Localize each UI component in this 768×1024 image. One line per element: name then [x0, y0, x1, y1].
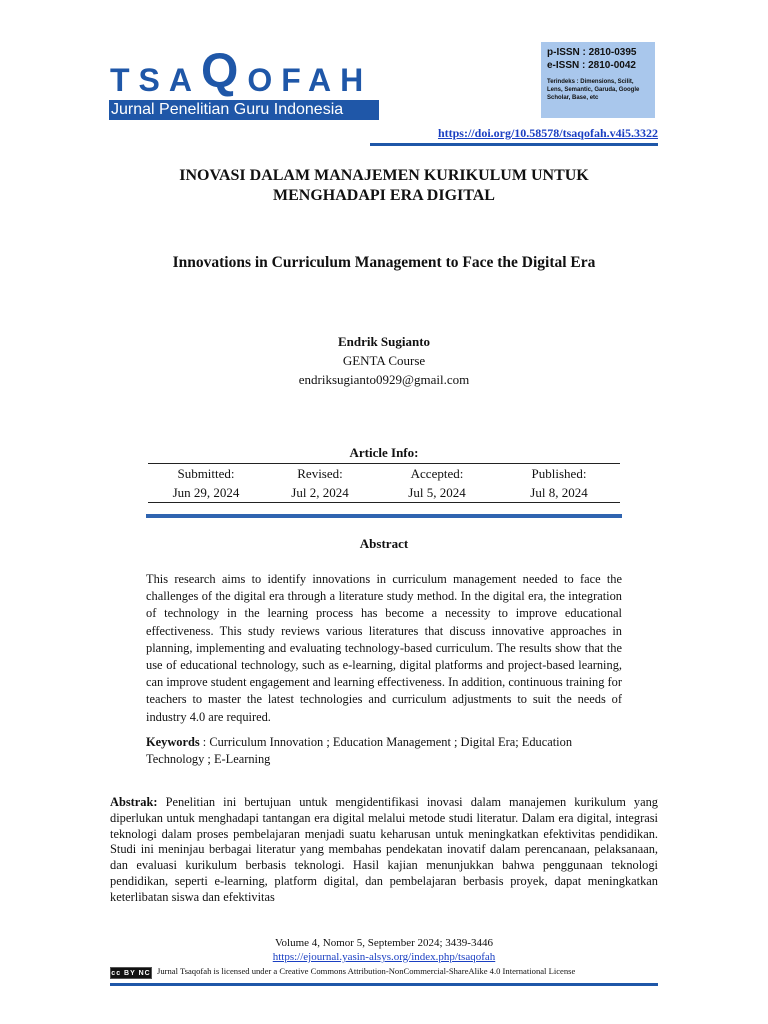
- author-email: endriksugianto0929@gmail.com: [298, 372, 470, 387]
- info-date: Jul 2, 2024: [291, 485, 349, 500]
- author-name: Endrik Sugianto: [337, 334, 431, 349]
- journal-url-link[interactable]: https://ejournal.yasin-alsys.org/index.php/tsaqofah: [272, 951, 496, 963]
- abstrak-label: Abstrak:: [110, 795, 158, 809]
- issn-box: [541, 42, 655, 118]
- title-indonesian: [110, 166, 658, 206]
- info-label: Revised:: [297, 466, 343, 481]
- info-date: Jul 8, 2024: [530, 485, 588, 500]
- keywords-list: : Curriculum Innovation ; Education Management ; Digital Era; Education Technology ; E-Learning: [146, 735, 573, 766]
- abstract-divider: [146, 514, 622, 518]
- cc-license-icon: cc BY NC: [110, 967, 152, 979]
- abstrak-text: Penelitian ini bertujuan untuk mengidentifikasi inovasi dalam manajemen kurikulum yang diperlukan untuk menghadapi tantangan era digital melalui metode studi literatur. Dalam era digital, integrasi teknologi dalam proses pembelajaran menjadi suatu keharusan untuk meningkatkan efektivitas pendidikan. Studi ini meninjau berbagai literatur yang membahas pendekatan inovatif dalam perencanaan, pelaksanaan, dan evaluasi kurikulum berbasis teknologi. Hasil kajian menunjukkan bahwa penggunaan teknologi pendidikan, seperti e-learning, platform digital, dan pembelajaran berbasis proyek, dapat meningkatkan keterlibatan siswa dan efektivitas: [110, 795, 658, 904]
- journal-subtitle: Jurnal Penelitian Guru Indonesia: [109, 100, 379, 120]
- info-label: Accepted:: [410, 466, 464, 481]
- keywords: [146, 734, 622, 768]
- article-info-heading: Article Info:: [349, 445, 419, 460]
- logo-text-prefix: TSA: [110, 62, 201, 98]
- info-table-bottom-rule: [148, 502, 620, 503]
- abstract-indonesian: [110, 795, 658, 906]
- footer-volume: Volume 4, Nomor 5, September 2024; 3439-3446: [275, 937, 493, 949]
- doi-link[interactable]: https://doi.org/10.58578/tsaqofah.v4i5.3322: [437, 126, 658, 140]
- info-accepted: [376, 464, 498, 502]
- info-revised: [264, 464, 376, 502]
- p-issn: p-ISSN : 2810-0395: [547, 47, 637, 58]
- header-divider: [370, 143, 658, 146]
- keywords-label: Keywords: [146, 735, 200, 749]
- abstract-heading: Abstract: [359, 536, 409, 551]
- info-label: Submitted:: [177, 466, 235, 481]
- logo-text-q: Q: [201, 45, 248, 98]
- e-issn: e-ISSN : 2810-0042: [547, 60, 636, 71]
- info-date: Jul 5, 2024: [408, 485, 466, 500]
- license-text: Jurnal Tsaqofah is licensed under a Creative Commons Attribution-NonCommercial-ShareAlike 4.0 International License: [157, 966, 576, 976]
- title-english: Innovations in Curriculum Management to Face the Digital Era: [172, 254, 596, 271]
- info-date: Jun 29, 2024: [172, 485, 240, 500]
- author-block: [110, 332, 658, 389]
- info-published: [498, 464, 620, 502]
- title-id-line-1: INOVASI DALAM MANAJEMEN KURIKULUM UNTUK: [179, 167, 589, 184]
- logo-text-suffix: OFAH: [247, 62, 373, 98]
- article-info-table: [148, 464, 620, 502]
- title-id-line-2: MENGHADAPI ERA DIGITAL: [273, 187, 495, 204]
- author-affiliation: GENTA Course: [342, 353, 426, 368]
- info-label: Published:: [531, 466, 587, 481]
- info-submitted: [148, 464, 264, 502]
- abstract-english: This research aims to identify innovations in curriculum management needed to face the challenges of the digital era through a literature study method. In the digital era, the integration of technology in the learning process has become a necessity to improve educational effectiveness. This study reviews various literatures that discuss innovative approaches in planning, implementing and evaluating technology-based curriculum. The results show that the use of educational technology, such as e-learning, digital platforms and project-based learning, can improve student engagement and learning effectiveness. In addition, continuous training for teachers to master the latest technologies and curriculum adjustments to suit the needs of industry 4.0 are required.: [146, 572, 622, 724]
- indexing-list: Terindeks : Dimensions, Scilit, Lens, Semantic, Garuda, Google Scholar, Base, etc: [547, 79, 640, 101]
- journal-logo: [110, 45, 373, 102]
- footer-divider: [110, 983, 658, 986]
